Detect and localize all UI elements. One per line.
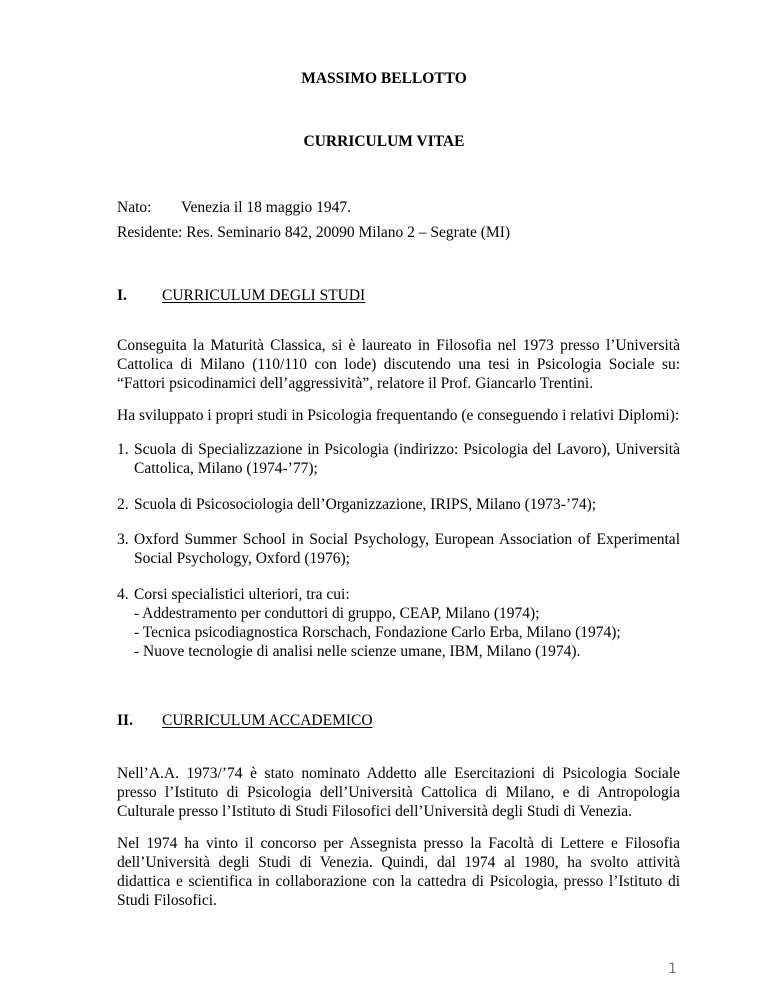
academic-paragraph-1: Nell’A.A. 1973/’74 è stato nominato Addetto alle Esercitazioni di Psicologia Sociale presso l’Istituto di Psicologia dell’Università Cattolica di Milano, e di Antropologia Culturale presso l’Istituto di Studi Filosofici dell’Università degli Studi di Venezia. (117, 765, 680, 820)
section-1-title: CURRICULUM DEGLI STUDI (162, 287, 366, 304)
sub-list-item: - Nuove tecnologie di analisi nelle scienze umane, IBM, Milano (1974). (134, 643, 581, 660)
list-item-text: Scuola di Psicosociologia dell’Organizzazione, IRIPS, Milano (1973-’74); (134, 496, 597, 513)
page-number: 1 (668, 961, 677, 977)
born-value: Venezia il 18 maggio 1947. (181, 199, 352, 216)
section-2-number: II. (117, 712, 133, 729)
list-item-number: 3. (117, 531, 129, 548)
section-2-title: CURRICULUM ACCADEMICO (162, 712, 373, 729)
list-item-number: 4. (117, 586, 129, 603)
document-title: CURRICULUM VITAE (303, 133, 465, 150)
born-label: Nato: (117, 199, 152, 216)
list-item-text: Scuola di Specializzazione in Psicologia (indirizzo: Psicologia del Lavoro), Università Cattolica, Milano (1974-’77); (134, 441, 680, 477)
sub-list-item: - Addestramento per conduttori di gruppo, CEAP, Milano (1974); (134, 605, 540, 622)
studies-intro-paragraph: Ha sviluppato i propri studi in Psicologia frequentando (e conseguendo i relativi Diplomi): (117, 407, 680, 424)
sub-list-item: - Tecnica psicodiagnostica Rorschach, Fondazione Carlo Erba, Milano (1974); (134, 624, 621, 641)
section-1-number: I. (117, 287, 127, 304)
list-item-number: 2. (117, 496, 129, 513)
list-item-text: Oxford Summer School in Social Psychology, European Association of Experimental Social Psychology, Oxford (1976); (134, 531, 680, 567)
residence-line: Residente: Res. Seminario 842, 20090 Milano 2 – Segrate (MI) (117, 224, 511, 241)
author-name: MASSIMO BELLOTTO (301, 70, 467, 87)
academic-paragraph-2: Nel 1974 ha vinto il concorso per Assegnista presso la Facoltà di Lettere e Filosofia dell’Università degli Studi di Venezia. Quindi, dal 1974 al 1980, ha svolto attività didattica e scientifica in collaborazione con la cattedra di Psicologia, presso l’Istituto di Studi Filosofici. (117, 835, 680, 909)
studies-paragraph: Conseguita la Maturità Classica, si è laureato in Filosofia nel 1973 presso l’Università Cattolica di Milano (110/110 con lode) discutendo una tesi in Psicologia Sociale su: “Fattori psicodinamici dell’aggressività”, relatore il Prof. Giancarlo Trentini. (117, 337, 680, 392)
list-item-number: 1. (117, 441, 129, 458)
list-item-text: Corsi specialistici ulteriori, tra cui: (134, 586, 350, 603)
